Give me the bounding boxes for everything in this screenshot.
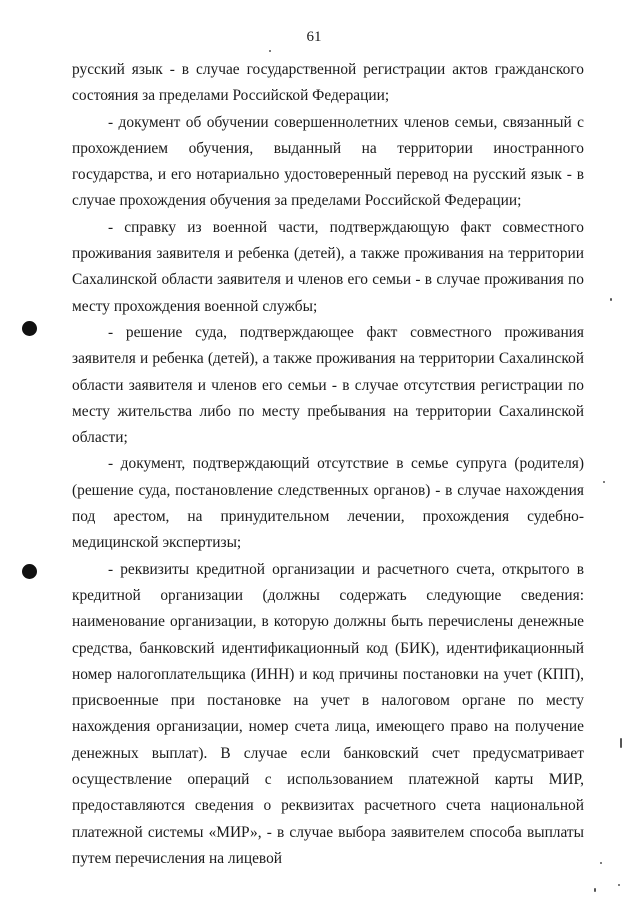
paragraph: - документ, подтверждающий отсутствие в семье супруга (родителя) (решение суда, постановление следственных органов) - в случае нахождения под арестом, на принудительном лечении, прохождения судебно-медицинской экспертизы;: [72, 455, 584, 552]
paragraph: - документ об обучении совершеннолетних членов семьи, связанный с прохождением обучения, выданный на территории иностранного государства, и его нотариально удостоверенный перевод на русский язык - в случае прохождения обучения за пределами Российской Федерации;: [72, 113, 584, 210]
document-body: [72, 57, 584, 872]
scan-speck: [269, 50, 271, 52]
scan-speck: [594, 888, 596, 892]
paragraph: - справку из военной части, подтверждающую факт совместного проживания заявителя и ребенка (детей), а также проживания на территории Сахалинской области заявителя и членов его семьи - в случае проживания по месту прохождения военной службы;: [72, 218, 584, 315]
punch-hole-mark: [22, 564, 37, 579]
scan-speck: [620, 738, 622, 748]
paragraph: - решение суда, подтверждающее факт совместного проживания заявителя и ребенка (детей), а также проживания на территории Сахалинской области заявителя и членов его семьи - в случае отсутствия регистрации по месту жительства либо по месту пребывания на территории Сахалинской области;: [72, 323, 584, 447]
punch-hole-mark: [22, 321, 37, 336]
page-number: 61: [306, 29, 322, 45]
scan-speck: [618, 884, 620, 886]
scan-speck: [610, 298, 612, 301]
scan-speck: [603, 481, 605, 483]
paragraph: русский язык - в случае государственной регистрации актов гражданского состояния за пределами Российской Федерации;: [72, 61, 584, 105]
paragraph: - реквизиты кредитной организации и расчетного счета, открытого в кредитной организации (должны содержать следующие сведения: наименование организации, в которую должны быть перечислены денежные средства, банковский идентификационный код (БИК), идентификационный номер налогоплательщика (ИНН) и код причины постановки на учет (КПП), присвоенные при постановке на учет в налоговом органе по месту нахождения организации, номер счета лица, имеющего право на получение денежных выплат). В случае если банковский счет предусматривает осуществление операций с использованием платежной карты МИР, предоставляются сведения о реквизитах расчетного счета национальной платежной системы «МИР», - в случае выбора заявителем способа выплаты путем перечисления на лицевой: [72, 560, 584, 867]
scan-speck: [600, 862, 602, 864]
